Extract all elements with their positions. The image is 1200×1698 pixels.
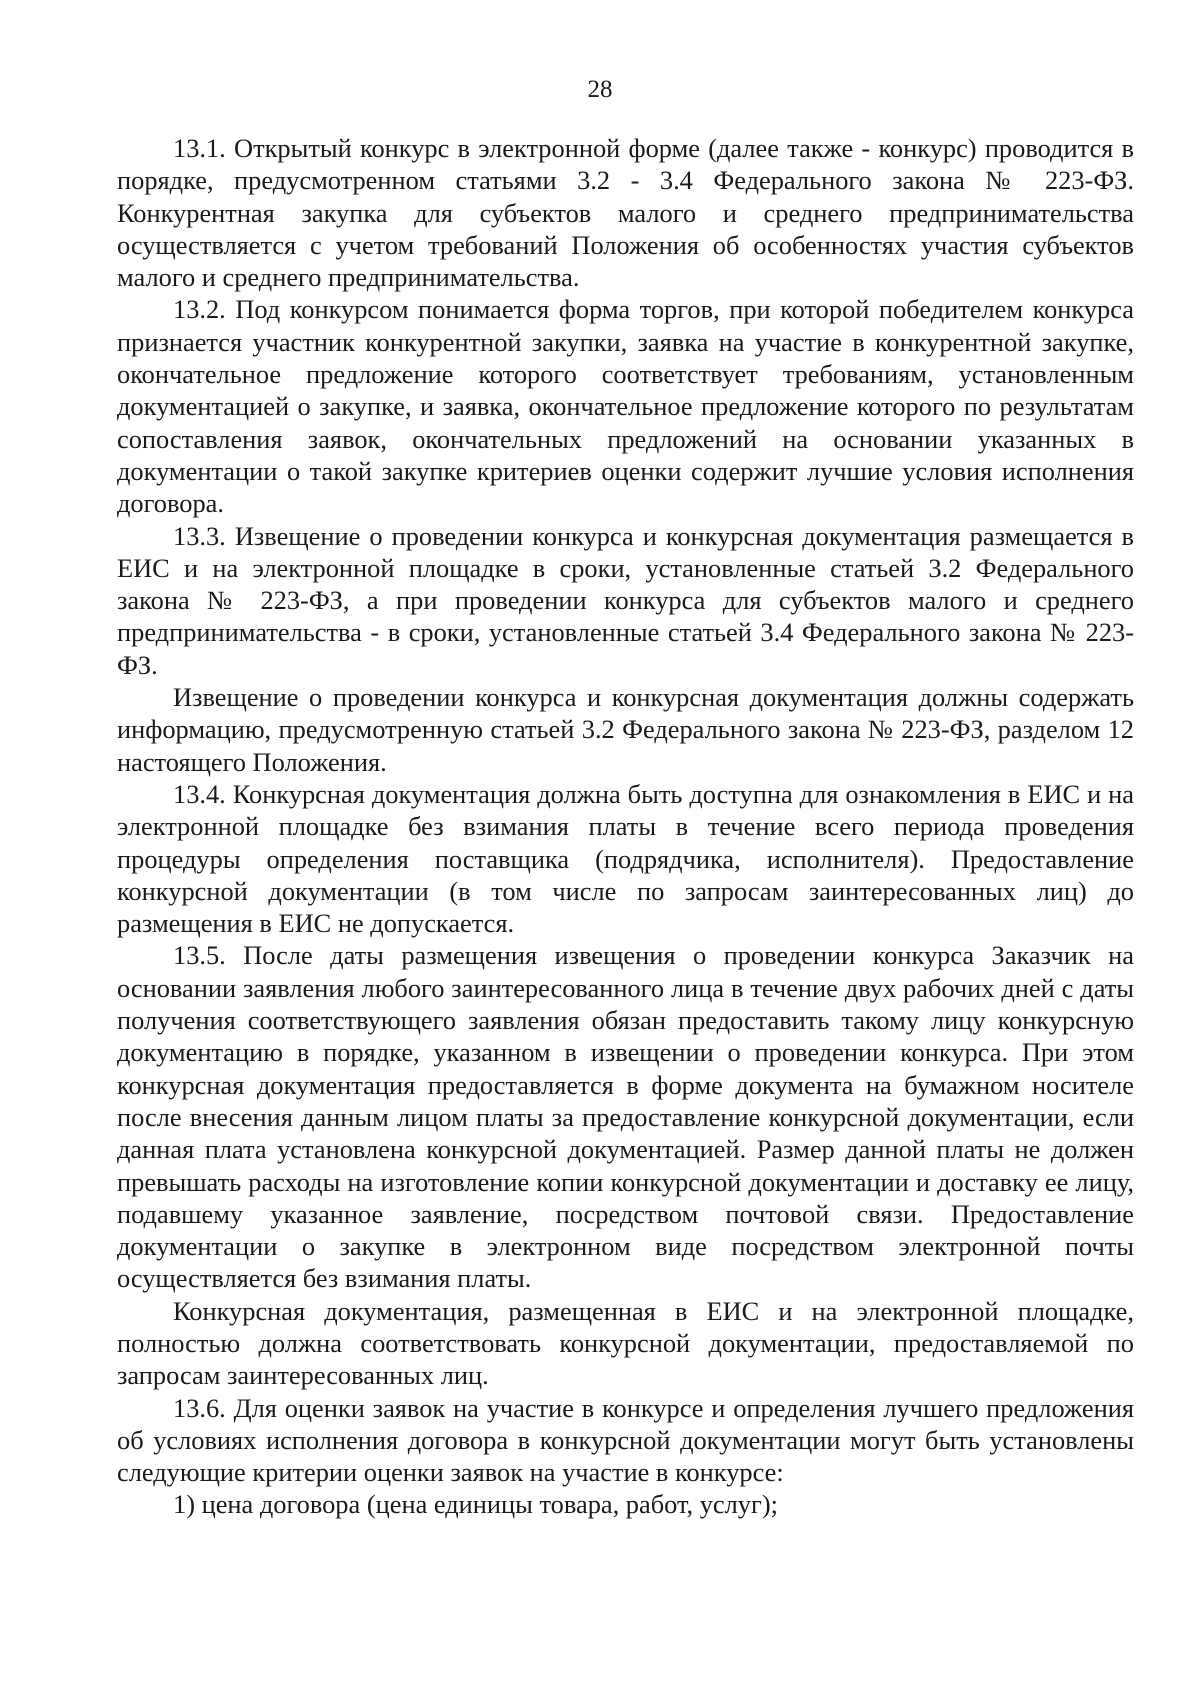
paragraph-13-1: 13.1. Открытый конкурс в электронной форме (далее также - конкурс) проводится в порядке, предусмотренном статьями 3.2 - 3.4 Федерального закона № 223-ФЗ. Конкурентная закупка для субъектов малого и среднего предпринимательства осуществляется с учетом требований Положения об особенностях участия субъектов малого и среднего предпринимательства. <box>117 133 1134 293</box>
document-body <box>117 132 1134 1521</box>
page-number: 28 <box>587 76 613 103</box>
paragraph-13-2: 13.2. Под конкурсом понимается форма торгов, при которой победителем конкурса признается участник конкурентной закупки, заявка на участие в конкурентной закупке, окончательное предложение которого соответствует требованиям, установленным документацией о закупке, и заявка, окончательное предложение которого по результатам сопоставления заявок, окончательных предложений на основании указанных в документации о такой закупке критериев оценки содержит лучшие условия исполнения договора. <box>117 294 1134 519</box>
paragraph-13-6: 13.6. Для оценки заявок на участие в конкурсе и определения лучшего предложения об условиях исполнения договора в конкурсной документации могут быть установлены следующие критерии оценки заявок на участие в конкурсе: <box>117 1392 1134 1488</box>
list-item-1: 1) цена договора (цена единицы товара, работ, услуг); <box>173 1489 778 1520</box>
paragraph-13-5: 13.5. После даты размещения извещения о проведении конкурса Заказчик на основании заявления любого заинтересованного лица в течение двух рабочих дней с даты получения соответствующего заявления обязан предоставить такому лицу конкурсную документацию в порядке, указанном в извещении о проведении конкурса. При этом конкурсная документация предоставляется в форме документа на бумажном носителе после внесения данным лицом платы за предоставление конкурсной документации, если данная плата установлена конкурсной документацией. Размер данной платы не должен превышать расходы на изготовление копии конкурсной документации и доставку ее лицу, подавшему указанное заявление, посредством почтовой связи. Предоставление документации о закупке в электронном виде посредством электронной почты осуществляется без взимания платы. <box>117 940 1134 1294</box>
paragraph-13-3-notice: Извещение о проведении конкурса и конкурсная документация должны содержать информацию, предусмотренную статьей 3.2 Федерального закона № 223-ФЗ, разделом 12 настоящего Положения. <box>117 682 1134 777</box>
paragraph-13-5-documentation: Конкурсная документация, размещенная в ЕИС и на электронной площадке, полностью должна соответствовать конкурсной документации, предоставляемой по запросам заинтересованных лиц. <box>117 1295 1134 1391</box>
paragraph-13-4: 13.4. Конкурсная документация должна быть доступна для ознакомления в ЕИС и на электронной площадке без взимания платы в течение всего периода проведения процедуры определения поставщика (подрядчика, исполнителя). Предоставление конкурсной документации (в том числе по запросам заинтересованных лиц) до размещения в ЕИС не допускается. <box>117 778 1134 939</box>
paragraph-13-3: 13.3. Извещение о проведении конкурса и конкурсная документация размещается в ЕИС и на электронной площадке в сроки, установленные статьей 3.2 Федерального закона № 223-ФЗ, а при проведении конкурса для субъектов малого и среднего предпринимательства - в сроки, установленные статьей 3.4 Федерального закона № 223-ФЗ. <box>117 520 1134 680</box>
